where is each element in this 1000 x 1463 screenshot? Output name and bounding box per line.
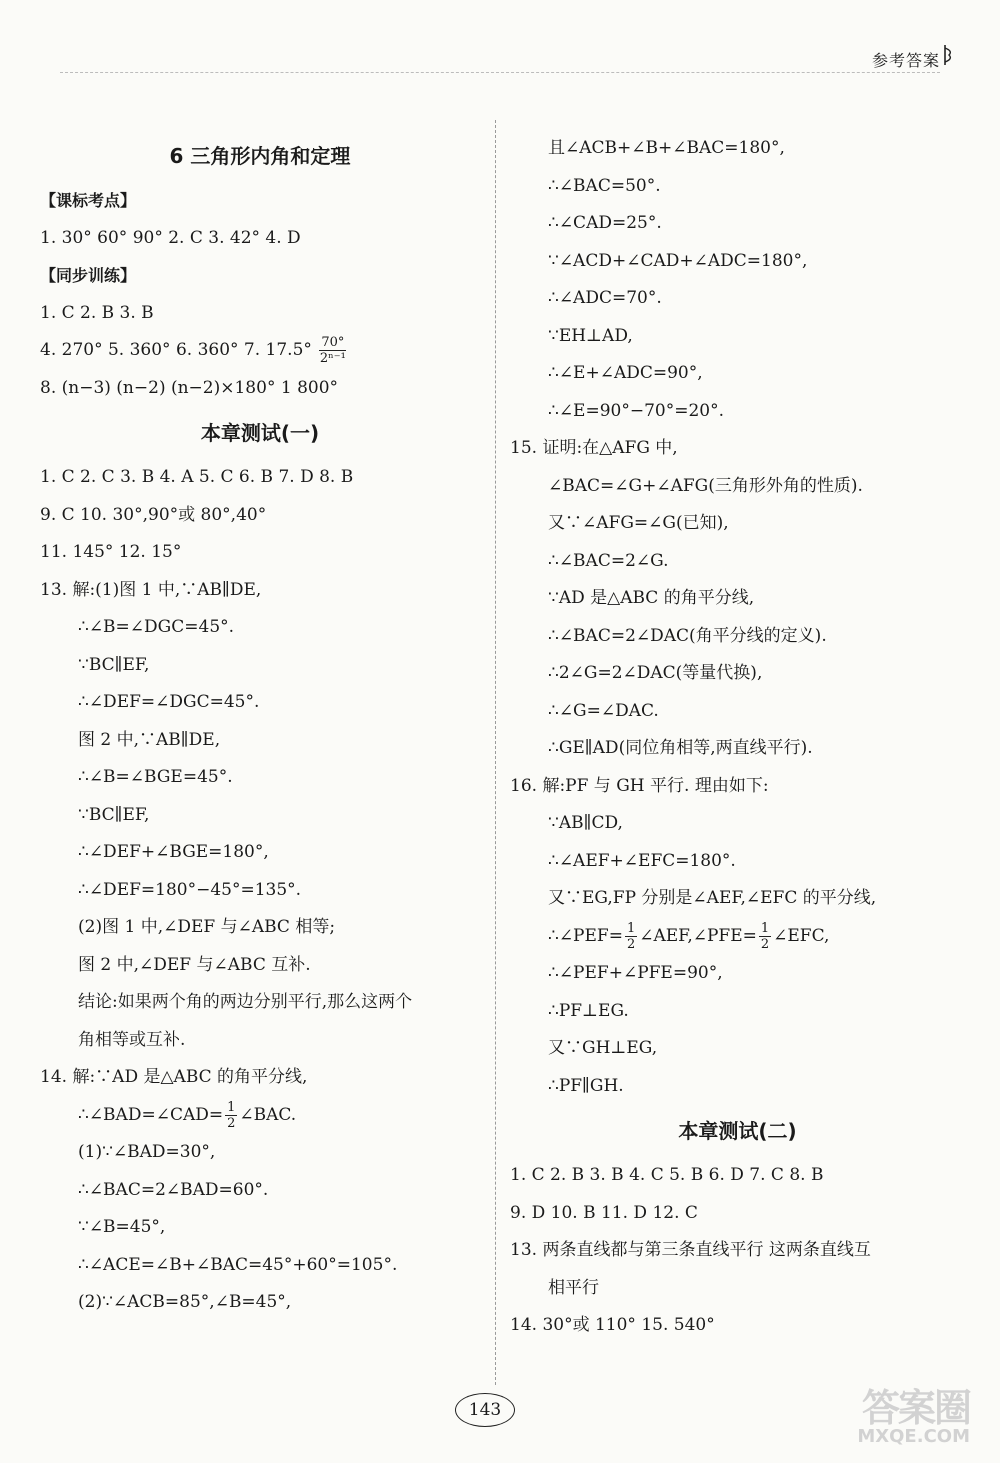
answer-line: 9. D 10. B 11. D 12. C bbox=[510, 1202, 698, 1223]
answer-line: (1)∵∠BAD=30°, bbox=[78, 1142, 216, 1162]
fraction-numerator: 1 bbox=[227, 1099, 236, 1115]
answer-line: (2)∵∠ACB=85°,∠B=45°, bbox=[78, 1292, 292, 1312]
fraction-numerator: 1 bbox=[760, 920, 770, 936]
answer-line: ∵∠B=45°, bbox=[78, 1217, 166, 1237]
section-title: 本章测试(二) bbox=[678, 1119, 797, 1143]
answer-line: ∴∠E+∠ADC=90°, bbox=[548, 363, 703, 383]
answer-line: ∴∠ADC=70°. bbox=[548, 288, 662, 308]
answer-line: 图 2 中,∵AB∥DE, bbox=[78, 729, 221, 750]
answer-line: ∵BC∥EF, bbox=[78, 654, 150, 675]
watermark-url: MXQE.COM bbox=[857, 1426, 970, 1447]
answer-line: 结论:如果两个角的两边分别平行,那么这两个 bbox=[78, 992, 413, 1012]
answer-line: 13. 解:(1)图 1 中,∵AB∥DE, bbox=[40, 579, 262, 600]
answer-line: ∴∠BAC=2∠BAD=60°. bbox=[78, 1179, 269, 1200]
fraction-numerator: 1 bbox=[626, 920, 636, 936]
fraction-denominator: 2 bbox=[227, 1115, 236, 1131]
answer-text: ∠BAC. bbox=[239, 1104, 297, 1125]
answer-text: ∴∠BAD=∠CAD= bbox=[78, 1104, 224, 1125]
answer-line: ∴∠G=∠DAC. bbox=[548, 700, 659, 721]
answer-line: ∴PF∥GH. bbox=[548, 1075, 624, 1096]
fraction-denominator: 2 bbox=[760, 936, 770, 952]
answer-line: 16. 解:PF 与 GH 平行. 理由如下: bbox=[510, 775, 769, 796]
column-divider bbox=[495, 120, 496, 1385]
watermark-logo bbox=[820, 1386, 970, 1447]
answer-text: ∠AEF,∠PFE= bbox=[639, 925, 757, 946]
answer-line: ∵AB∥CD, bbox=[548, 813, 623, 833]
answer-line: ∴∠ACE=∠B+∠BAC=45°+60°=105°. bbox=[78, 1254, 398, 1275]
fraction bbox=[225, 1100, 237, 1131]
answer-line: ∴∠PEF+∠PFE=90°, bbox=[548, 963, 723, 983]
answer-line: ∴GE∥AD(同位角相等,两直线平行). bbox=[548, 738, 813, 758]
answer-line: ∴∠BAC=50°. bbox=[548, 175, 661, 196]
answer-line: 14. 30°或 110° 15. 540° bbox=[510, 1315, 715, 1335]
left-column bbox=[40, 130, 480, 1322]
answer-line: 11. 145° 12. 15° bbox=[40, 542, 182, 562]
fraction bbox=[319, 335, 346, 366]
answer-line: ∴∠DEF=180°−45°=135°. bbox=[78, 879, 302, 900]
section-tag-label: 【课标考点】 bbox=[40, 191, 137, 210]
answer-line: 1. C 2. C 3. B 4. A 5. C 6. B 7. D 8. B bbox=[40, 467, 354, 487]
answer-line: 又∵GH⊥EG, bbox=[548, 1038, 658, 1058]
answer-line: 角相等或互补. bbox=[78, 1029, 186, 1050]
answer-line: ∴∠B=∠DGC=45°. bbox=[78, 617, 235, 637]
answer-line: ∴∠DEF+∠BGE=180°, bbox=[78, 842, 269, 862]
page-number: 143 bbox=[455, 1393, 515, 1427]
answer-text: ∠EFC, bbox=[773, 925, 830, 946]
fraction-denominator: 2ⁿ⁻¹ bbox=[319, 351, 346, 366]
answer-line: ∴∠E=90°−70°=20°. bbox=[548, 400, 725, 421]
header-rule bbox=[60, 72, 940, 73]
answer-line: 图 2 中,∠DEF 与∠ABC 互补. bbox=[78, 954, 311, 975]
answer-line: ∵AD 是△ABC 的角平分线, bbox=[548, 588, 755, 608]
answer-line: 相平行 bbox=[548, 1277, 599, 1298]
fraction bbox=[759, 921, 771, 952]
right-column bbox=[510, 130, 965, 1345]
answer-line: ∵BC∥EF, bbox=[78, 804, 150, 825]
answer-text: ∴∠PEF= bbox=[548, 925, 623, 946]
section-tag: 参考答案 bbox=[871, 51, 940, 70]
fraction-numerator: 70° bbox=[321, 335, 345, 350]
answer-line: ∴∠BAC=2∠G. bbox=[548, 550, 669, 571]
answer-line: 1. C 2. B 3. B bbox=[40, 302, 154, 323]
answer-line: 8. (n−3) (n−2) (n−2)×180° 1 800° bbox=[40, 377, 339, 398]
answer-line: ∴∠B=∠BGE=45°. bbox=[78, 767, 233, 787]
answer-line: 且∠ACB+∠B+∠BAC=180°, bbox=[548, 138, 785, 158]
watermark-logo-text: 答案圈 bbox=[861, 1386, 970, 1430]
answer-line: ∴∠CAD=25°. bbox=[548, 213, 662, 233]
answer-line bbox=[40, 1097, 480, 1135]
answer-line: 13. 两条直线都与第三条直线平行 这两条直线互 bbox=[510, 1240, 871, 1260]
answer-line bbox=[510, 918, 965, 956]
answer-line: ∴2∠G=2∠DAC(等量代换), bbox=[548, 663, 763, 683]
section-title: 本章测试(一) bbox=[200, 421, 320, 445]
answer-text: 4. 270° 5. 360° 6. 360° 7. 17.5° bbox=[40, 340, 312, 360]
answer-line: ∴PF⊥EG. bbox=[548, 1000, 629, 1021]
page-marker-icon bbox=[943, 44, 955, 66]
answer-line: 又∵EG,FP 分别是∠AEF,∠EFC 的平分线, bbox=[548, 888, 877, 908]
answer-line bbox=[40, 332, 480, 370]
answer-line: 1. 30° 60° 90° 2. C 3. 42° 4. D bbox=[40, 227, 301, 248]
answer-line: ∠BAC=∠G+∠AFG(三角形外角的性质). bbox=[548, 475, 863, 496]
answer-line: 9. C 10. 30°,90°或 80°,40° bbox=[40, 504, 267, 525]
answer-line: ∴∠DEF=∠DGC=45°. bbox=[78, 692, 260, 712]
answer-line: 1. C 2. B 3. B 4. C 5. B 6. D 7. C 8. B bbox=[510, 1165, 824, 1185]
answer-line: ∴∠AEF+∠EFC=180°. bbox=[548, 850, 736, 871]
answer-line: 15. 证明:在△AFG 中, bbox=[510, 438, 678, 458]
answer-line: 14. 解:∵AD 是△ABC 的角平分线, bbox=[40, 1067, 308, 1087]
answer-line: ∵∠ACD+∠CAD+∠ADC=180°, bbox=[548, 250, 808, 271]
answer-line: ∴∠BAC=2∠DAC(角平分线的定义). bbox=[548, 625, 827, 646]
fraction-denominator: 2 bbox=[626, 936, 636, 952]
section-title: 6 三角形内角和定理 bbox=[169, 144, 351, 168]
answer-line: (2)图 1 中,∠DEF 与∠ABC 相等; bbox=[78, 917, 336, 937]
section-tag-label: 【同步训练】 bbox=[40, 266, 137, 285]
answer-line: 又∵∠AFG=∠G(已知), bbox=[548, 513, 729, 533]
answer-line: ∵EH⊥AD, bbox=[548, 325, 633, 346]
fraction bbox=[625, 921, 637, 952]
